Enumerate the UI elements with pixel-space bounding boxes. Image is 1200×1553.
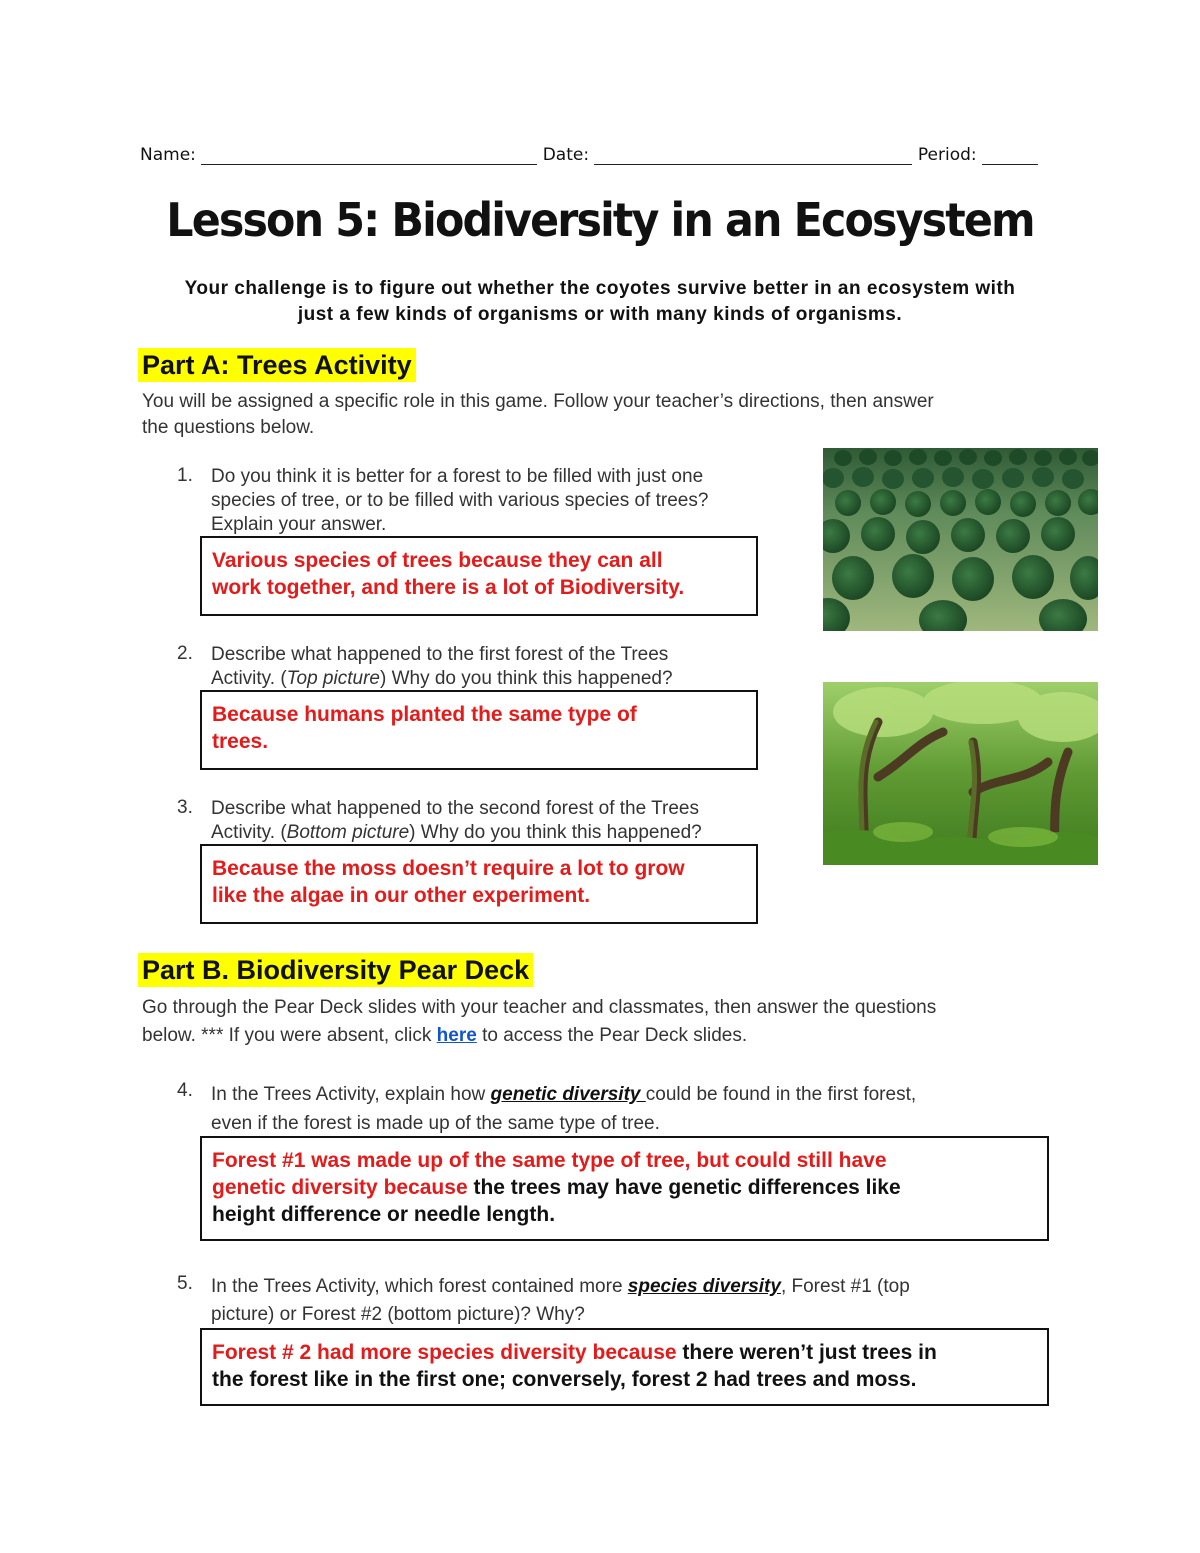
question-1-number: 1. <box>177 465 193 486</box>
name-label: Name: <box>140 145 196 165</box>
question-3-number: 3. <box>177 797 193 818</box>
answer-2-line-2: trees. <box>212 730 269 753</box>
mossy-forest-photo <box>823 682 1098 865</box>
question-5-text <box>211 1273 1071 1329</box>
answer-3-line-2: like the algae in our other experiment. <box>212 884 591 907</box>
question-5-line-1-pre: In the Trees Activity, which forest contained more <box>211 1276 628 1297</box>
part-b-intro-line-2-pre: below. *** If you were absent, click <box>142 1025 437 1046</box>
student-info-line <box>140 145 1052 165</box>
question-2-line-1: Describe what happened to the first forest of the Trees <box>211 644 669 665</box>
part-a-intro-line-1: You will be assigned a specific role in this game. Follow your teacher’s directions, then answer <box>142 391 934 412</box>
answer-4-line-3: height difference or needle length. <box>212 1203 556 1226</box>
question-5-line-1-post: , Forest #1 (top <box>780 1276 910 1297</box>
answer-5-line-1-red: Forest # 2 had more species diversity because <box>212 1341 677 1364</box>
question-3-emphasis: Bottom picture <box>286 822 410 843</box>
question-4-line-2: even if the forest is made up of the same type of tree. <box>211 1113 660 1134</box>
question-1-line-2: species of tree, or to be filled with various species of trees? <box>211 490 709 511</box>
part-b-intro <box>142 994 1082 1050</box>
question-1-line-3: Explain your answer. <box>211 514 387 535</box>
question-4-line-1-post: could be found in the first forest, <box>645 1084 917 1105</box>
answer-4-line-2-black: the trees may have genetic differences like <box>467 1176 901 1199</box>
answer-box-4[interactable] <box>200 1136 1049 1241</box>
answer-5-line-1-black: there weren’t just trees in <box>676 1341 937 1364</box>
answer-5-line-1 <box>212 1339 1037 1366</box>
answer-4-line-2-red: genetic diversity because <box>212 1176 468 1199</box>
question-4-number: 4. <box>177 1080 193 1101</box>
challenge-line-1: Your challenge is to figure out whether the coyotes survive better in an ecosystem with <box>184 278 1016 299</box>
question-5-line-2: picture) or Forest #2 (bottom picture)? Why? <box>211 1304 585 1325</box>
question-2-number: 2. <box>177 643 193 664</box>
part-b-heading: Part B. Biodiversity Pear Deck <box>138 953 533 987</box>
question-4-text <box>211 1080 1071 1138</box>
page-title: Lesson 5: Biodiversity in an Ecosystem <box>166 193 1034 247</box>
answer-box-5[interactable] <box>200 1328 1049 1406</box>
part-b-intro-line-2 <box>142 1022 1082 1050</box>
question-1-text <box>211 465 811 537</box>
mossy-forest-image <box>823 682 1098 865</box>
date-blank[interactable] <box>594 146 912 165</box>
question-2-line-2 <box>211 667 811 691</box>
challenge-text <box>150 276 1050 328</box>
part-b-intro-line-1: Go through the Pear Deck slides with your teacher and classmates, then answer the questions <box>142 997 937 1018</box>
species-diversity-term: species diversity <box>627 1276 781 1297</box>
part-b-heading-wrap <box>138 955 533 986</box>
answer-box-3[interactable] <box>200 844 758 924</box>
question-2-text <box>211 643 811 691</box>
answer-4-line-2 <box>212 1174 1037 1201</box>
challenge-line-2: just a few kinds of organisms or with many kinds of organisms. <box>297 304 903 325</box>
tree-farm-photo <box>823 448 1098 631</box>
question-3-line-1: Describe what happened to the second forest of the Trees <box>211 798 699 819</box>
question-3-text <box>211 797 811 845</box>
date-label: Date: <box>542 145 590 165</box>
question-3-line-2 <box>211 821 811 845</box>
period-blank[interactable] <box>982 146 1038 165</box>
genetic-diversity-term: genetic diversity <box>490 1084 646 1105</box>
answer-5-line-2: the forest like in the first one; conversely, forest 2 had trees and moss. <box>212 1368 917 1391</box>
question-2-emphasis: Top picture <box>286 668 380 689</box>
question-4-line-1-pre: In the Trees Activity, explain how <box>211 1084 491 1105</box>
question-2-line-2-post: ) Why do you think this happened? <box>379 668 673 689</box>
answer-3-line-1: Because the moss doesn’t require a lot to grow <box>212 857 685 880</box>
question-1-line-1: Do you think it is better for a forest to be filled with just one <box>211 466 704 487</box>
question-3-line-2-pre: Activity. ( <box>211 822 287 843</box>
name-blank[interactable] <box>201 146 537 165</box>
question-2-line-2-pre: Activity. ( <box>211 668 287 689</box>
part-a-heading: Part A: Trees Activity <box>138 348 416 382</box>
period-label: Period: <box>917 145 977 165</box>
answer-1-line-2: work together, and there is a lot of Biodiversity. <box>212 576 685 599</box>
question-3-line-2-post: ) Why do you think this happened? <box>409 822 702 843</box>
question-5-number: 5. <box>177 1273 193 1294</box>
answer-4-line-1: Forest #1 was made up of the same type of tree, but could still have <box>212 1149 887 1172</box>
part-b-intro-line-2-post: to access the Pear Deck slides. <box>476 1025 748 1046</box>
tree-farm-image <box>823 448 1098 631</box>
answer-2-line-1: Because humans planted the same type of <box>212 703 637 726</box>
question-5-line-1 <box>211 1273 1071 1301</box>
pear-deck-link[interactable]: here <box>436 1025 477 1046</box>
answer-1-line-1: Various species of trees because they can all <box>212 549 663 572</box>
part-a-intro-line-2: the questions below. <box>142 417 315 438</box>
part-a-intro <box>142 389 1062 441</box>
answer-box-2[interactable] <box>200 690 758 770</box>
question-4-line-1 <box>211 1080 1071 1109</box>
part-a-heading-wrap <box>138 350 416 381</box>
answer-box-1[interactable] <box>200 536 758 616</box>
